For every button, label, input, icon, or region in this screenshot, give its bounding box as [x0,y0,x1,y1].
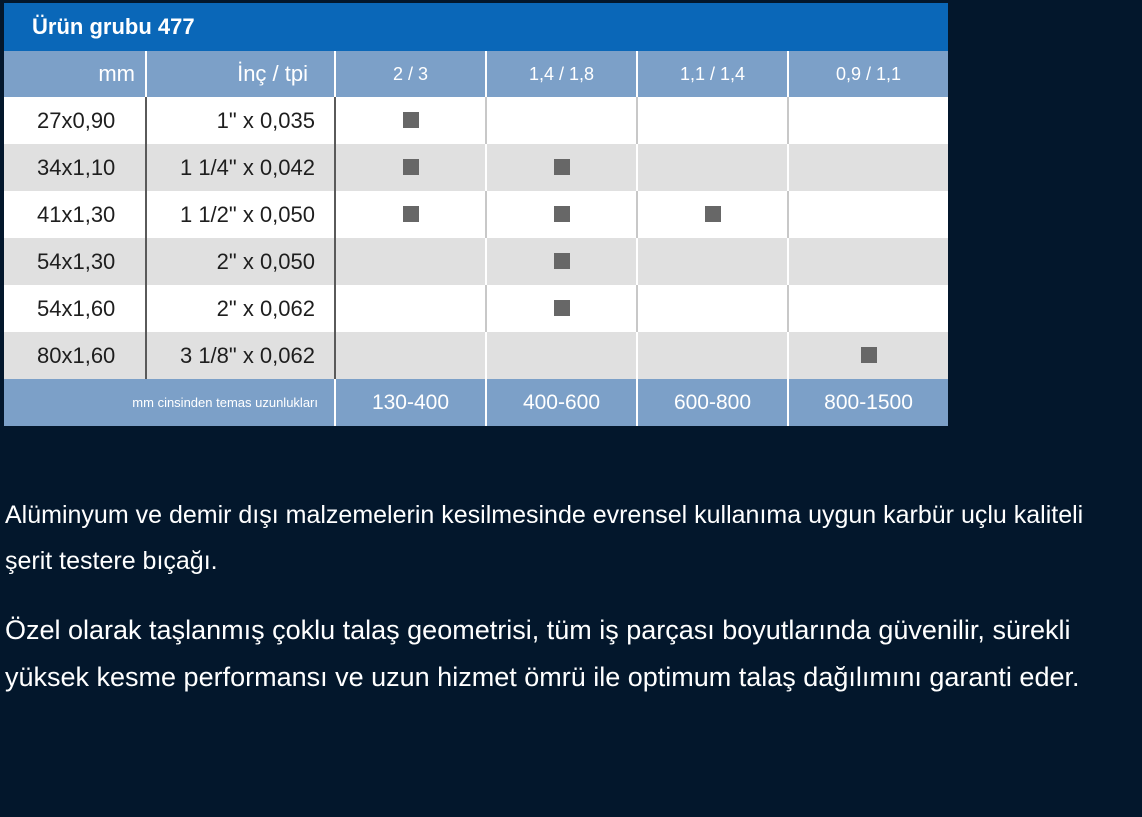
cell-mm: 27x0,90 [4,97,146,144]
cell-mm: 54x1,60 [4,285,146,332]
cell-tpi [335,144,486,191]
availability-marker [554,253,570,269]
cell-tpi [788,238,948,285]
table-row [4,144,948,191]
contact-length-label: mm cinsinden temas uzunlukları [4,379,335,426]
cell-tpi [335,191,486,238]
cell-tpi [335,332,486,379]
cell-tpi [486,144,637,191]
cell-tpi [788,332,948,379]
availability-marker [554,300,570,316]
table-row [4,332,948,379]
contact-length-range: 400-600 [486,379,637,426]
contact-length-range: 130-400 [335,379,486,426]
table-body [4,97,948,379]
cell-tpi [788,144,948,191]
cell-inch: 1 1/2" x 0,050 [146,191,335,238]
cell-mm: 80x1,60 [4,332,146,379]
cell-tpi [335,238,486,285]
cell-tpi [486,238,637,285]
cell-tpi [335,285,486,332]
table-row [4,238,948,285]
contact-length-range: 800-1500 [788,379,948,426]
availability-marker [403,159,419,175]
availability-marker [403,112,419,128]
product-group-table [4,3,948,426]
availability-marker [705,206,721,222]
header-tpi: 1,4 / 1,8 [486,51,637,97]
header-mm: mm [4,51,146,97]
table-footer-row [4,379,948,426]
description-paragraph: Özel olarak taşlanmış çoklu talaş geometrisi, tüm iş parçası boyutlarında güvenilir, sürekli yüksek kesme performansı ve uzun hizmet ömrü ile optimum talaş dağılımını garanti eder. [5,615,1080,692]
table-row [4,191,948,238]
cell-mm: 54x1,30 [4,238,146,285]
cell-inch: 2" x 0,062 [146,285,335,332]
header-tpi: 0,9 / 1,1 [788,51,948,97]
cell-tpi [335,97,486,144]
cell-tpi [788,191,948,238]
cell-tpi [637,285,788,332]
cell-tpi [637,191,788,238]
cell-inch: 1" x 0,035 [146,97,335,144]
cell-tpi [486,285,637,332]
cell-tpi [637,238,788,285]
cell-tpi [637,332,788,379]
header-tpi: 2 / 3 [335,51,486,97]
table-header-row [4,51,948,97]
cell-inch: 3 1/8" x 0,062 [146,332,335,379]
cell-tpi [486,97,637,144]
cell-inch: 2" x 0,050 [146,238,335,285]
cell-tpi [486,332,637,379]
contact-length-range: 600-800 [637,379,788,426]
table-title-row [4,3,948,51]
header-tpi: 1,1 / 1,4 [637,51,788,97]
product-description [5,492,1125,701]
description-paragraph: Alüminyum ve demir dışı malzemelerin kesilmesinde evrensel kullanıma uygun karbür uçlu kaliteli şerit testere bıçağı. [5,501,1084,575]
header-inch-tpi: İnç / tpi [146,51,335,97]
availability-marker [554,159,570,175]
availability-marker [554,206,570,222]
table-row [4,285,948,332]
cell-inch: 1 1/4" x 0,042 [146,144,335,191]
table-row [4,97,948,144]
cell-mm: 41x1,30 [4,191,146,238]
cell-tpi [486,191,637,238]
cell-mm: 34x1,10 [4,144,146,191]
cell-tpi [788,97,948,144]
cell-tpi [637,97,788,144]
table-title: Ürün grubu 477 [4,3,948,51]
cell-tpi [788,285,948,332]
availability-marker [861,347,877,363]
availability-marker [403,206,419,222]
cell-tpi [637,144,788,191]
